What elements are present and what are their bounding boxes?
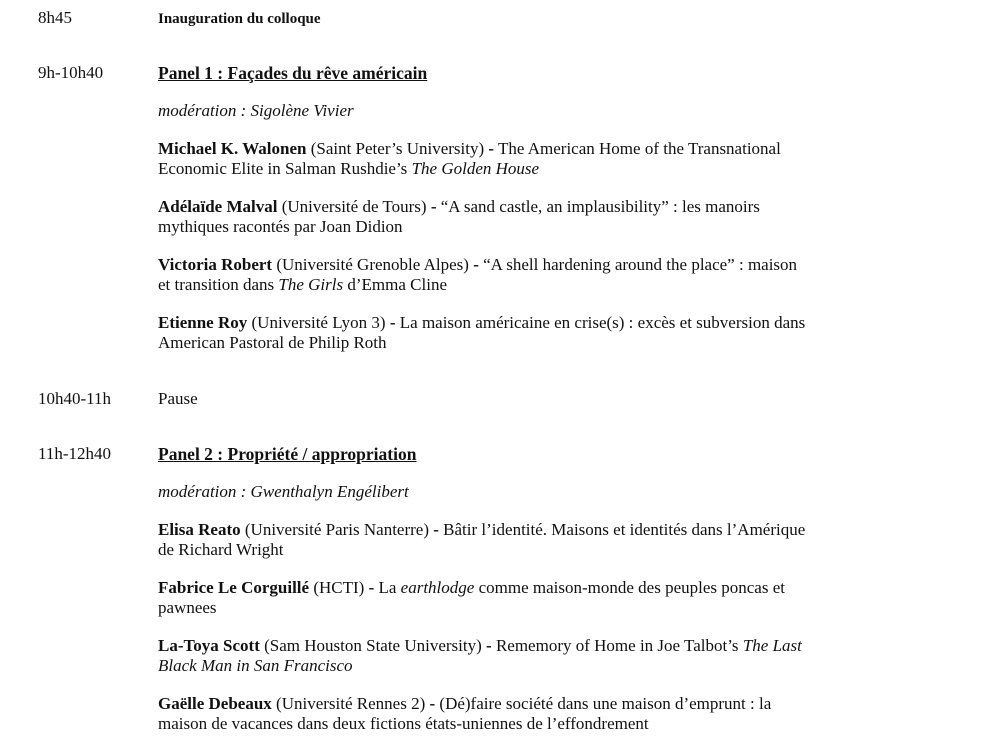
talk-title-italic: Black Man in San Francisco bbox=[158, 656, 353, 675]
opening-time: 8h45 bbox=[38, 8, 72, 27]
separator-dash: - bbox=[429, 694, 436, 713]
speaker-name: Michael K. Walonen bbox=[158, 139, 307, 158]
panel1-moderation: modération : Sigolène Vivier bbox=[158, 101, 354, 120]
talk-title: La maison américaine en crise(s) : excès et subversion dans bbox=[399, 313, 806, 332]
panel1-talk-1 bbox=[158, 139, 918, 179]
talk-title: The American Home of the Transnational bbox=[498, 139, 781, 158]
talk-title-italic: The Golden House bbox=[411, 159, 540, 178]
talk-title-italic: earthlodge bbox=[400, 578, 475, 597]
separator-dash: - bbox=[368, 578, 375, 597]
separator-dash: - bbox=[433, 520, 439, 539]
speaker-institution: (Université Rennes 2) bbox=[276, 694, 426, 713]
speaker-institution: (Saint Peter’s University) bbox=[310, 139, 485, 158]
separator-dash: - bbox=[488, 139, 495, 158]
talk-title: de Richard Wright bbox=[158, 540, 284, 559]
pause-time: 10h40-11h bbox=[38, 389, 112, 408]
talk-title: Economic Elite in Salman Rushdie’s bbox=[158, 159, 412, 178]
speaker-name: Elisa Reato bbox=[158, 520, 241, 539]
speaker-name: Victoria Robert bbox=[158, 255, 273, 274]
talk-title: “A shell hardening around the place” : maison bbox=[483, 255, 798, 274]
speaker-name: Fabrice Le Corguillé bbox=[158, 578, 310, 597]
separator-dash: - bbox=[430, 197, 437, 216]
talk-title: maison de vacances dans deux fictions états-uniennes de l’effondrement bbox=[158, 714, 649, 733]
talk-title-italic: The Girls bbox=[278, 275, 344, 294]
speaker-name: La-Toya Scott bbox=[158, 636, 260, 655]
panel2-talk-1 bbox=[158, 520, 918, 560]
panel2-moderation: modération : Gwenthalyn Engélibert bbox=[158, 482, 409, 501]
speaker-institution: (Université Lyon 3) bbox=[251, 313, 386, 332]
panel1-talk-2 bbox=[158, 197, 918, 237]
separator-dash: - bbox=[473, 255, 479, 274]
opening-label: Inauguration du colloque bbox=[158, 11, 321, 27]
speaker-name: Etienne Roy bbox=[158, 313, 248, 332]
speaker-institution: (Sam Houston State University) bbox=[264, 636, 482, 655]
separator-dash: - bbox=[486, 636, 492, 655]
talk-title: (Dé)faire société dans une maison d’emprunt : la bbox=[439, 694, 772, 713]
panel2-talk-4 bbox=[158, 694, 918, 734]
panel2-title: Panel 2 : Propriété / appropriation bbox=[158, 444, 417, 464]
talk-title: La bbox=[378, 578, 401, 597]
separator-dash: - bbox=[389, 313, 396, 332]
talk-title: American Pastoral de Philip Roth bbox=[158, 333, 387, 352]
talk-title: mythiques racontés par Joan Didion bbox=[158, 217, 403, 236]
panel1-time: 9h-10h40 bbox=[38, 63, 104, 82]
talk-title: “A sand castle, an implausibility” : les manoirs bbox=[440, 197, 760, 216]
talk-title-italic: The Last bbox=[742, 636, 802, 655]
panel1-title: Panel 1 : Façades du rêve américain bbox=[158, 63, 428, 83]
talk-title: d’Emma Cline bbox=[343, 275, 447, 294]
talk-title: comme maison-monde des peuples poncas et bbox=[474, 578, 785, 597]
talk-title: pawnees bbox=[158, 598, 217, 617]
talk-title: et transition dans bbox=[158, 275, 279, 294]
panel2-talk-2 bbox=[158, 578, 918, 618]
panel1-talk-3 bbox=[158, 255, 918, 295]
speaker-institution: (Université Paris Nanterre) bbox=[244, 520, 429, 539]
panel1-talk-4 bbox=[158, 313, 918, 353]
speaker-institution: (Université de Tours) bbox=[281, 197, 427, 216]
speaker-institution: (Université Grenoble Alpes) bbox=[276, 255, 469, 274]
talk-title: Rememory of Home in Joe Talbot’s bbox=[495, 636, 743, 655]
panel2-talk-3 bbox=[158, 636, 918, 676]
panel2-time: 11h-12h40 bbox=[38, 444, 112, 463]
speaker-name: Adélaïde Malval bbox=[158, 197, 278, 216]
speaker-name: Gaëlle Debeaux bbox=[158, 694, 272, 713]
pause-label: Pause bbox=[158, 389, 198, 408]
speaker-institution: (HCTI) bbox=[313, 578, 365, 597]
talk-title: Bâtir l’identité. Maisons et identités dans l’Amérique bbox=[443, 520, 806, 539]
